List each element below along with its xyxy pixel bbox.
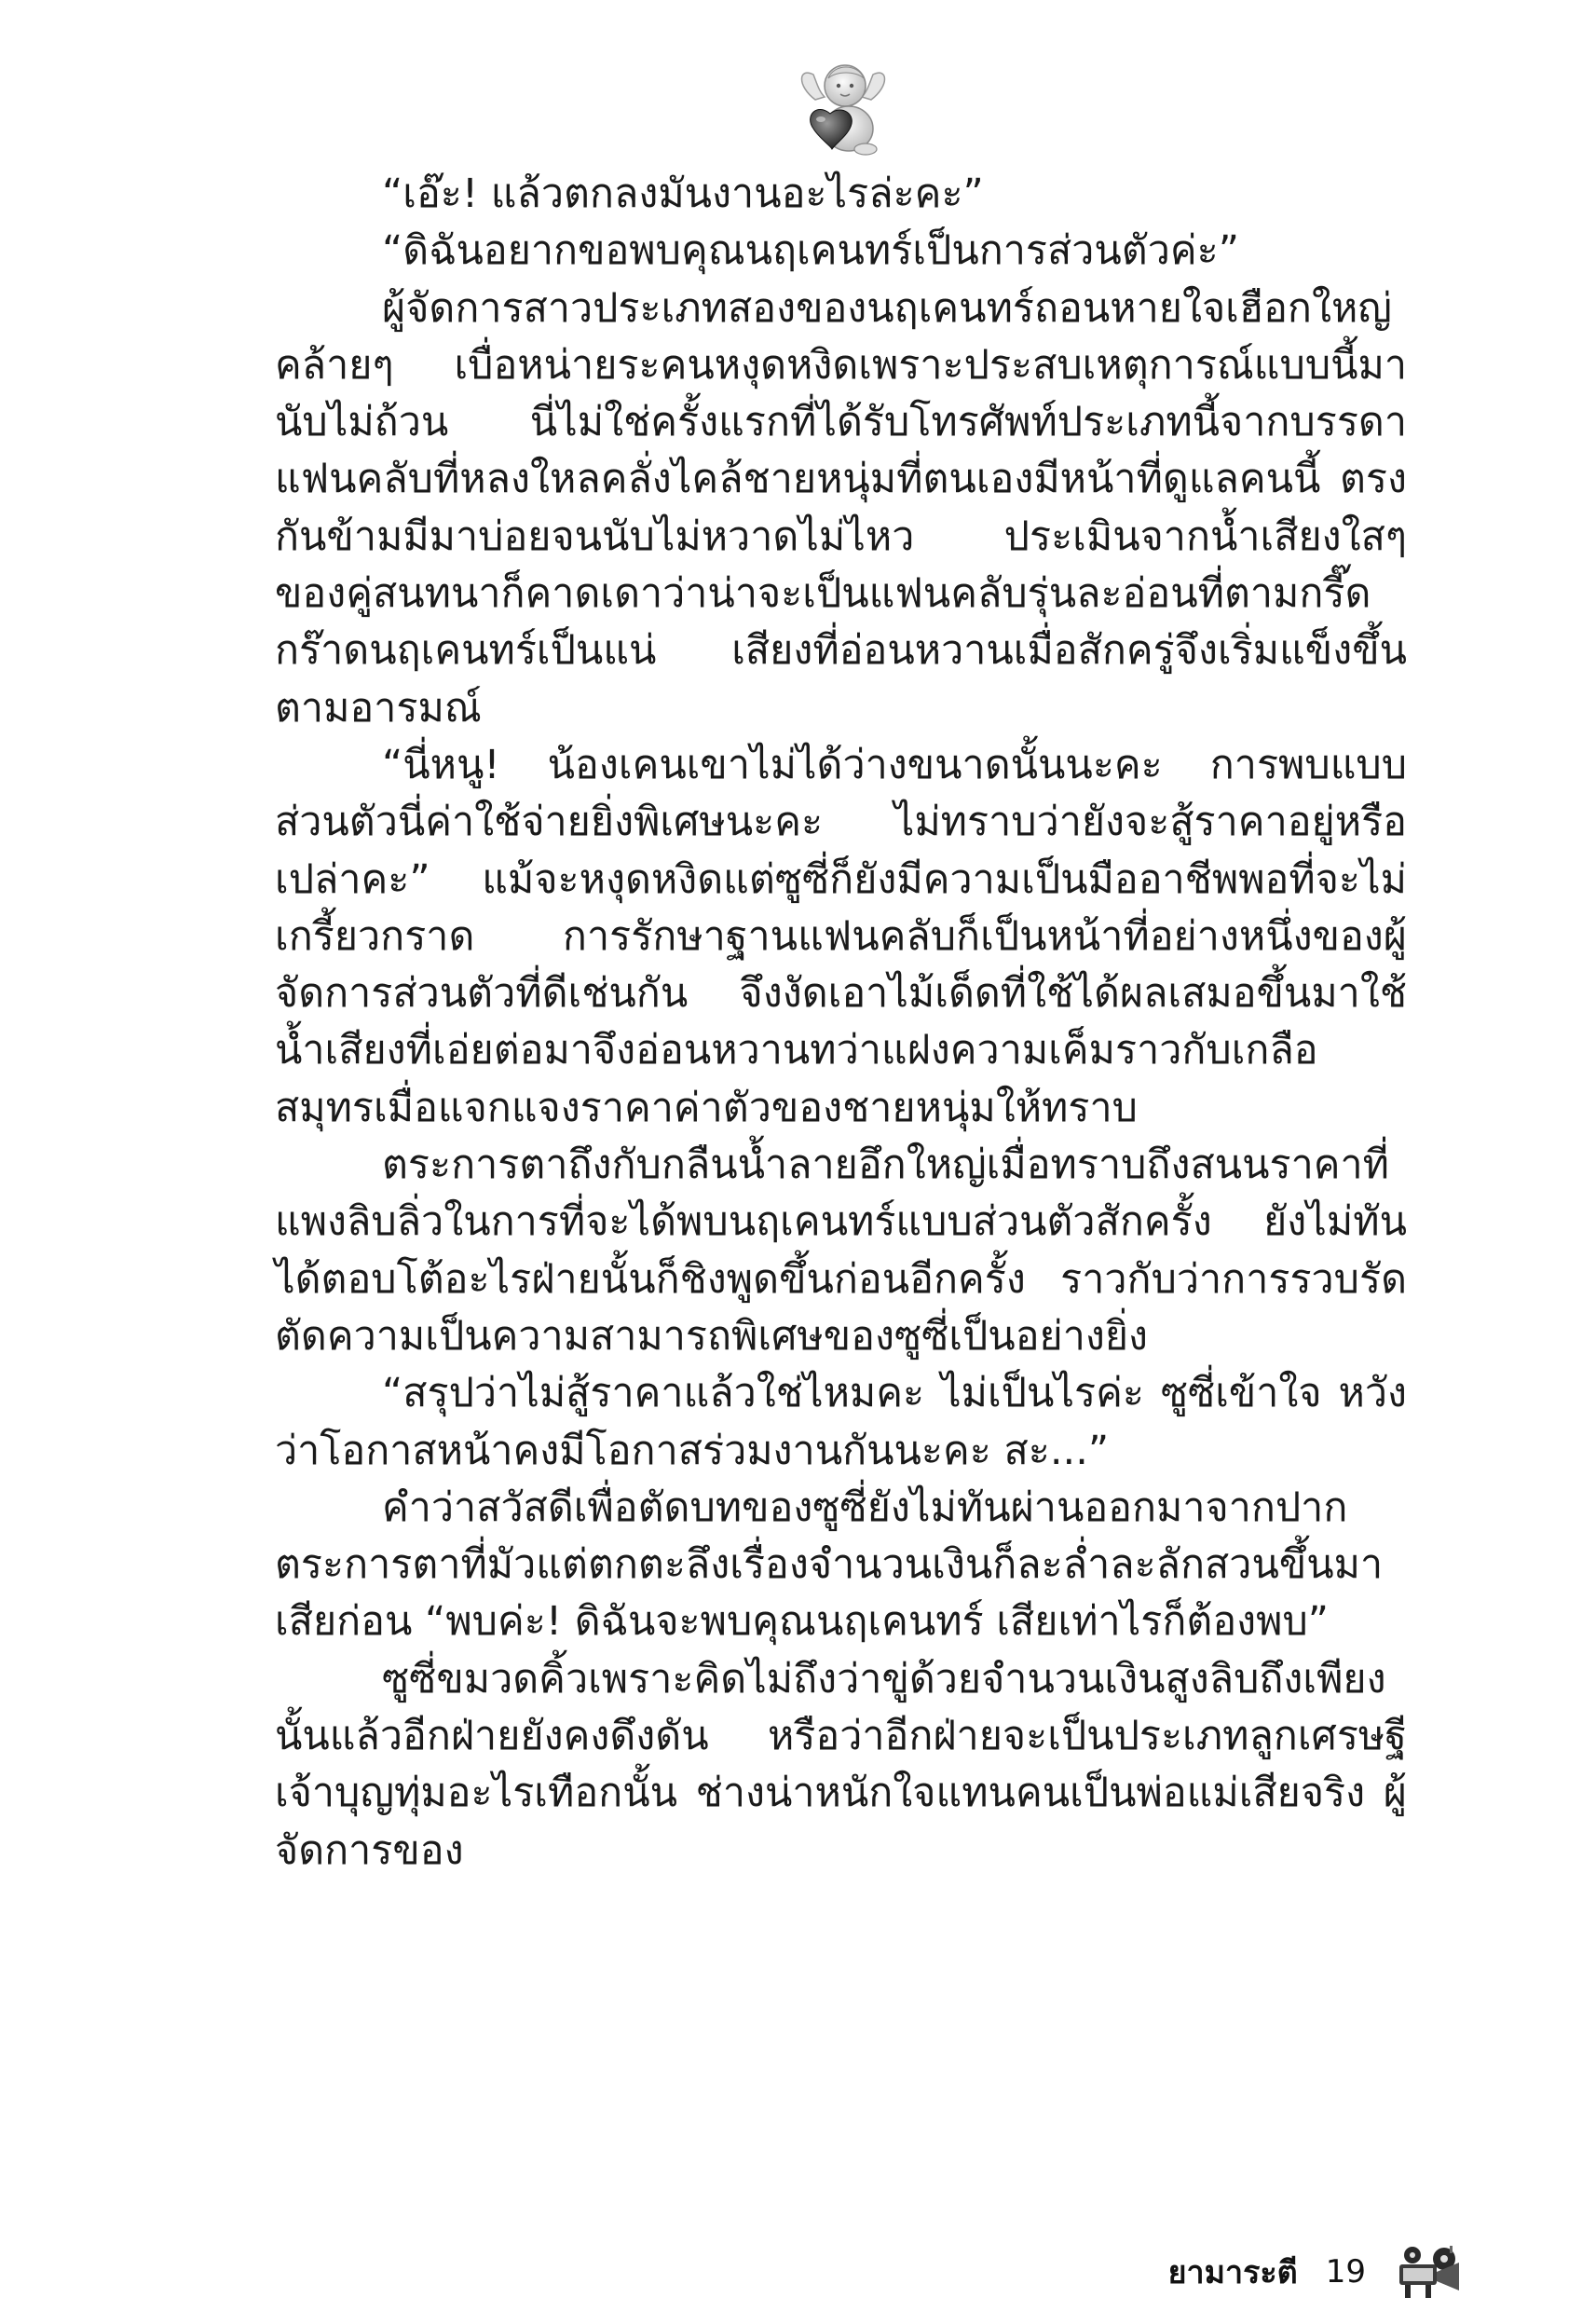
paragraph: ผู้จัดการสาวประเภทสองของนฤเคนทร์ถอนหายใจเฮือกใหญ่คล้ายๆ เบื่อหน่ายระคนหงุดหงิดเพราะประสบเหตุการณ์แบบนี้มานับไม่ถ้วน นี่ไม่ใช่ครั้งแรกที่ได้รับโทรศัพท์ประเภทนี้จากบรรดาแฟนคลับที่หลงใหลคลั่งไคล้ชายหนุ่มที่ตนเองมีหน้าที่ดูแลคนนี้ ตรงกันข้ามมีมาบ่อยจนนับไม่หวาดไม่ไหว ประเมินจากน้ำเสียงใสๆ ของคู่สนทนาก็คาดเดาว่าน่าจะเป็นแฟนคลับรุ่นละอ่อนที่ตามกรี๊ดกร๊าดนฤเคนทร์เป็นแน่ เสียงที่อ่อนหวานเมื่อสักครู่จึงเริ่มแข็งขึ้นตามอารมณ์ bbox=[275, 284, 1407, 732]
book-title: ยามาระตี bbox=[1167, 2254, 1298, 2291]
paragraph: ซูซี่ขมวดคิ้วเพราะคิดไม่ถึงว่าขู่ด้วยจำนวนเงินสูงลิบถึงเพียงนั้นแล้วอีกฝ่ายยังคงดึงดัน หรือว่าอีกฝ่ายจะเป็นประเภทลูกเศรษฐีเจ้าบุญทุ่มอะไรเทือกนั้น ช่างน่าหนักใจแทนคนเป็นพ่อแม่เสียจริง ผู้จัดการของ bbox=[275, 1655, 1407, 1874]
paragraph: “เอ๊ะ! แล้วตกลงมันงานอะไรล่ะคะ” bbox=[382, 171, 984, 217]
paragraph: “ดิฉันอยากขอพบคุณนฤเคนทร์เป็นการส่วนตัวค่ะ” bbox=[382, 227, 1239, 275]
paragraph: ตระการตาถึงกับกลืนน้ำลายอึกใหญ่เมื่อทราบถึงสนนราคาที่แพงลิบลิ่วในการที่จะได้พบนฤเคนทร์แบบส่วนตัวสักครั้ง ยังไม่ทันได้ตอบโต้อะไรฝ่ายนั้นก็ชิงพูดขึ้นก่อนอีกครั้ง ราวกับว่าการรวบรัดตัดความเป็นความสามารถพิเศษของซูซี่เป็นอย่างยิ่ง bbox=[275, 1142, 1407, 1360]
paragraph: คำว่าสวัสดีเพื่อตัดบทของซูซี่ยังไม่ทันผ่านออกมาจากปากตระการตาที่มัวแต่ตกตะลึงเรื่องจำนวนเงินก็ละล่ำละลักสวนขึ้นมาเสียก่อน “พบค่ะ! ดิฉันจะพบคุณนฤเคนทร์ เสียเท่าไรก็ต้องพบ” bbox=[275, 1484, 1384, 1646]
paragraph: “นี่หนู! น้องเคนเขาไม่ได้ว่างขนาดนั้นนะคะ การพบแบบส่วนตัวนี่ค่าใช้จ่ายยิ่งพิเศษนะคะ ไม่ทราบว่ายังจะสู้ราคาอยู่หรือเปล่าคะ” แม้จะหงุดหงิดแต่ซูซี่ก็ยังมีความเป็นมืออาชีพพอที่จะไม่เกรี้ยวกราด การรักษาฐานแฟนคลับก็เป็นหน้าที่อย่างหนึ่งของผู้จัดการส่วนตัวที่ดีเช่นกัน จึงงัดเอาไม้เด็ดที่ใช้ได้ผลเสมอขึ้นมาใช้ น้ำเสียงที่เอ่ยต่อมาจึงอ่อนหวานทว่าแฝงความเค็มราวกับเกลือสมุทรเมื่อแจกแจงราคาค่าตัวของชายหนุ่มให้ทราบ bbox=[275, 741, 1407, 1131]
page-footer bbox=[1025, 2244, 1463, 2300]
cherub-heart-icon bbox=[797, 58, 890, 158]
paragraph: “สรุปว่าไม่สู้ราคาแล้วใช่ไหมคะ ไม่เป็นไรค่ะ ซูซี่เข้าใจ หวังว่าโอกาสหน้าคงมีโอกาสร่วมงานกันนะคะ สะ...” bbox=[275, 1370, 1407, 1474]
film-reel-icon bbox=[1394, 2242, 1463, 2302]
body-text bbox=[275, 166, 1407, 2104]
page-number: 19 bbox=[1325, 2253, 1366, 2290]
